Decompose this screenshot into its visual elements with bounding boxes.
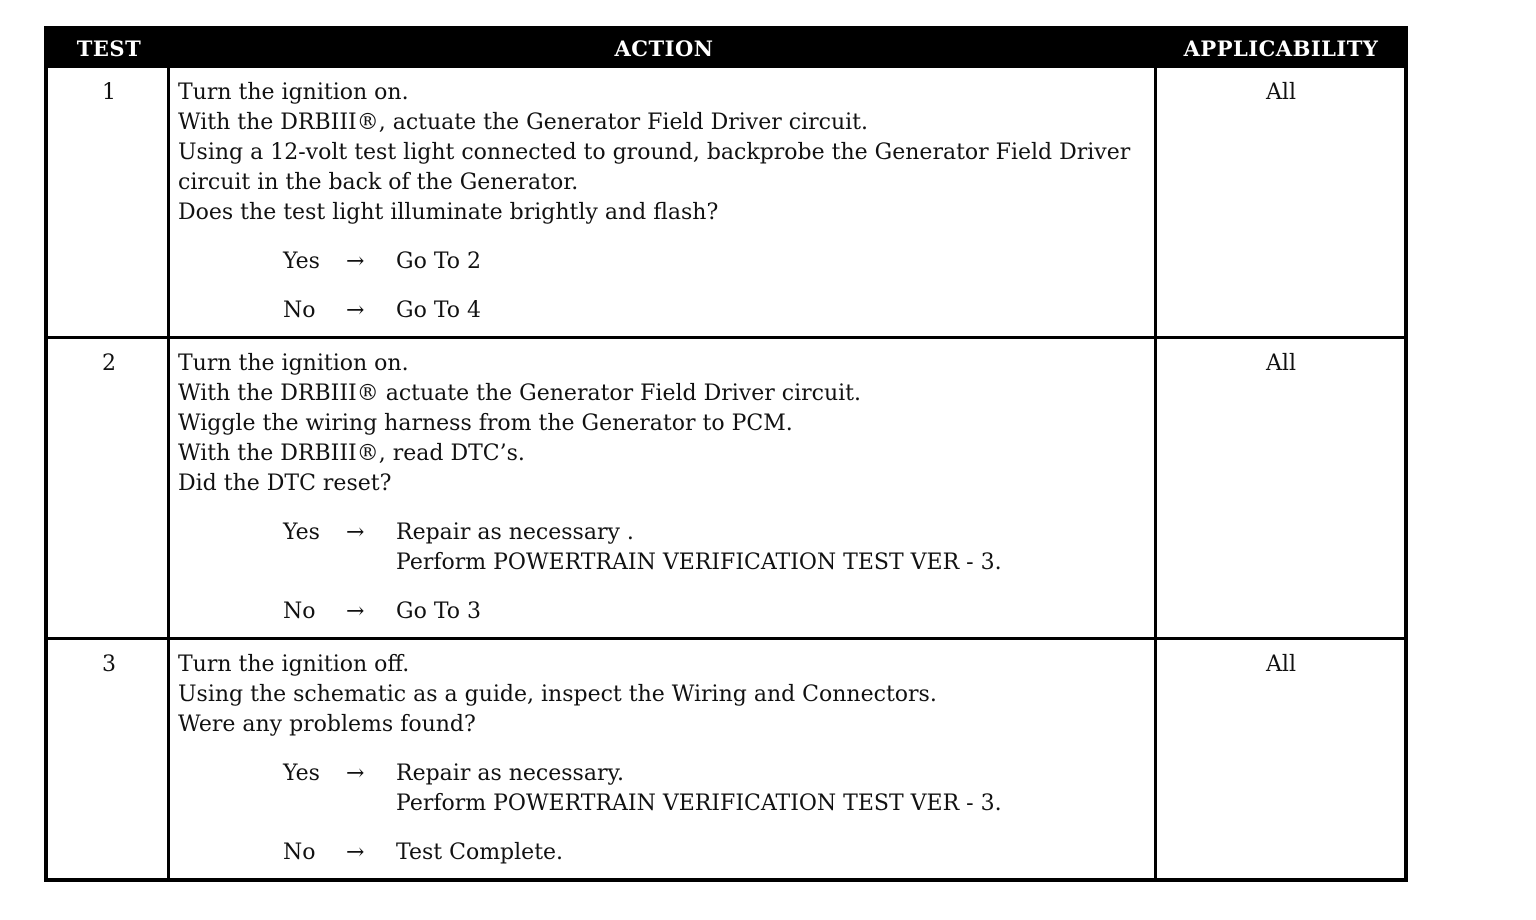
arrow-icon: →: [346, 298, 365, 323]
test-number: 2: [102, 351, 116, 376]
action-step: With the DRBIII®, actuate the Generator Field Driver circuit.: [178, 110, 868, 135]
applicability-value: All: [1266, 80, 1296, 105]
yes-label: Yes: [283, 249, 320, 274]
yes-result: [178, 247, 1153, 277]
yes-result: [178, 518, 1153, 548]
header-applicability: APPLICABILITY: [1183, 36, 1379, 61]
yes-result-continued: [178, 789, 1153, 819]
header-test: TEST: [76, 36, 142, 61]
applicability-value: All: [1266, 652, 1296, 677]
yes-action-line-2: Perform POWERTRAIN VERIFICATION TEST VER - 3.: [396, 550, 1002, 575]
no-action: Test Complete.: [396, 840, 564, 865]
test-number: 1: [102, 80, 116, 105]
yes-action: Go To 2: [396, 249, 482, 274]
test-number: 3: [102, 652, 116, 677]
arrow-icon: →: [346, 520, 365, 545]
arrow-icon: →: [346, 249, 365, 274]
action-step: Did the DTC reset?: [178, 471, 392, 496]
action-step: Using a 12-volt test light connected to ground, backprobe the Generator Field Driver: [178, 140, 1131, 165]
yes-result-continued: [178, 548, 1153, 578]
arrow-icon: →: [346, 599, 365, 624]
arrow-icon: →: [346, 840, 365, 865]
action-cell: [178, 78, 1153, 326]
table-row-test-3: [48, 640, 1404, 878]
yes-action: Repair as necessary .: [396, 520, 634, 545]
action-step: Were any problems found?: [178, 712, 476, 737]
applicability-value: All: [1266, 351, 1296, 376]
no-result: [178, 597, 1153, 627]
action-step: circuit in the back of the Generator.: [178, 170, 579, 195]
action-step: Wiggle the wiring harness from the Generator to PCM.: [178, 411, 793, 436]
yes-label: Yes: [283, 761, 320, 786]
yes-label: Yes: [283, 520, 320, 545]
diagnostic-test-table: [44, 26, 1408, 882]
no-action: Go To 3: [396, 599, 482, 624]
action-step: Turn the ignition on.: [178, 80, 409, 105]
no-label: No: [283, 599, 316, 624]
table-row-test-2: [48, 339, 1404, 637]
yes-result: [178, 759, 1153, 789]
yes-action: Repair as necessary.: [396, 761, 624, 786]
table-header-row: [48, 30, 1404, 68]
action-cell: [178, 650, 1153, 868]
action-step: With the DRBIII® actuate the Generator Field Driver circuit.: [178, 381, 861, 406]
action-step: Using the schematic as a guide, inspect the Wiring and Connectors.: [178, 682, 937, 707]
action-step: Turn the ignition on.: [178, 351, 409, 376]
yes-action-line-2: Perform POWERTRAIN VERIFICATION TEST VER - 3.: [396, 791, 1002, 816]
arrow-icon: →: [346, 761, 365, 786]
header-action: ACTION: [614, 36, 714, 61]
action-cell: [178, 349, 1153, 627]
action-step: With the DRBIII®, read DTC’s.: [178, 441, 525, 466]
no-result: [178, 838, 1153, 868]
no-result: [178, 296, 1153, 326]
table-row-test-1: [48, 68, 1404, 336]
no-action: Go To 4: [396, 298, 482, 323]
no-label: No: [283, 840, 316, 865]
no-label: No: [283, 298, 316, 323]
action-step: Does the test light illuminate brightly and flash?: [178, 200, 719, 225]
action-step: Turn the ignition off.: [178, 652, 410, 677]
